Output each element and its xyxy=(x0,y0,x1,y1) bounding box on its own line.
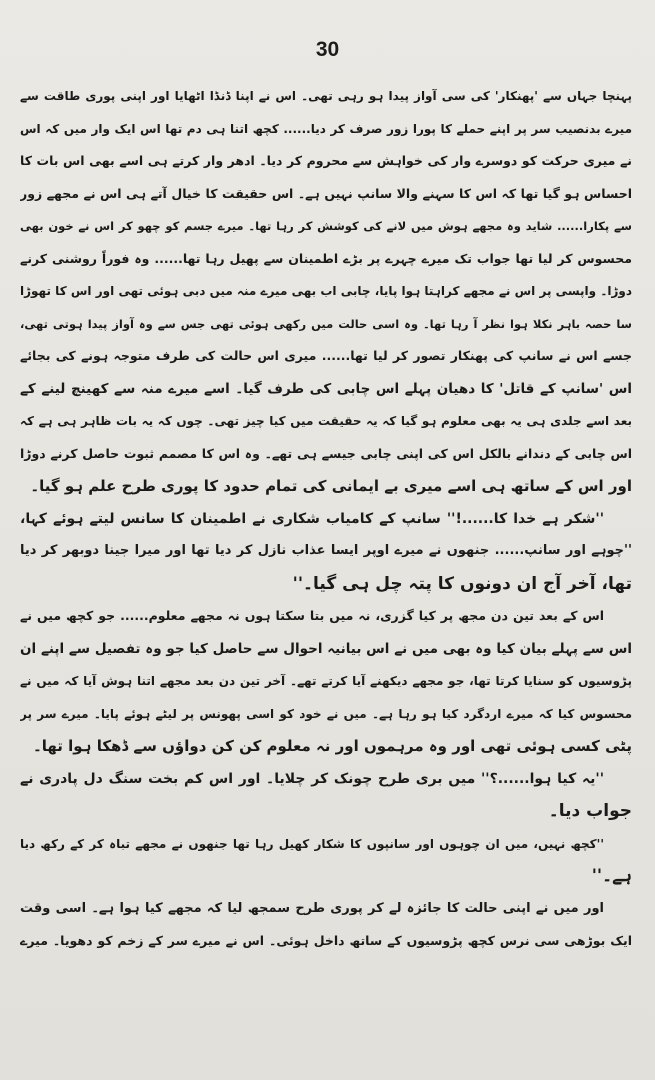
text-line: پڑوسیوں کو سنایا کرتا تھا، جو مجھے دیکھنے آیا کرتے تھے۔ آخر تین دن بعد مجھے اتنا ہوش آیا کہ میں نے xyxy=(20,674,632,688)
text-line: ''یہ کیا ہوا......؟'' میں بری طرح چونک کر چلایا۔ اور اس کم بخت سنگ دل پادری نے xyxy=(20,770,604,787)
text-line: اور میں نے اپنی حالت کا جائزہ لے کر پوری طرح سمجھ لیا کہ مجھے کیا ہوا ہے۔ اسی وقت xyxy=(20,900,604,916)
text-line: ''کچھ نہیں، میں ان چوہوں اور سانپوں کا شکار کھیل رہا تھا جنھوں نے مجھے تباہ کر کے رکھ دیا xyxy=(20,836,604,851)
text-line: پٹی کسی ہوئی تھی اور وہ مرہموں اور نہ معلوم کن کن دواؤں سے ڈھکا ہوا تھا۔ xyxy=(32,737,632,755)
text-line: اس 'سانپ کے قاتل' کا دھیان پہلے اس چابی کی طرف گیا۔ اسے میرے منہ سے کھینچ لینے کے xyxy=(20,380,632,397)
text-line: محسوس کر لیا تھا جواب تک میرے چہرے پر بڑے اطمینان سے پھیل رہا تھا...... وہ فوراً روشنی کرنے xyxy=(20,250,632,266)
text-line: ہے۔'' xyxy=(591,866,632,886)
text-line: سے پکارا...... شاید وہ مجھے ہوش میں لانے کی کوشش کر رہا تھا۔ میرے جسم کو چھو کر اس نے خون بھی xyxy=(20,219,632,233)
text-line: پہنچا جہاں سے 'پھنکار' کی سی آواز پیدا ہو رہی تھی۔ اس نے اپنا ڈنڈا اٹھایا اور اپنی پوری طاقت سے xyxy=(20,89,632,103)
text-line: تھا، آخر آج ان دونوں کا پتہ چل ہی گیا۔'' xyxy=(292,573,632,594)
text-line: بعد اسے جلدی ہی یہ بھی معلوم ہو گیا کہ یہ حقیقت میں کیا چیز تھی۔ چوں کہ یہ بات ظاہر ہی ہے کہ xyxy=(20,414,632,428)
text-line: جسے اس نے سانپ کی پھنکار تصور کر لیا تھا...... میری اس حالت کی طرف متوجہ ہونے کی بجائے xyxy=(20,348,632,363)
text-line: جواب دیا۔ xyxy=(548,801,632,821)
text-line: دوڑا۔ واپسی پر اس نے مجھے کراہتا ہوا پایا، چابی اب بھی میرے منہ میں دبی ہوئی تھی اور اس کا تھوڑا xyxy=(20,284,632,298)
body-text xyxy=(20,80,632,958)
text-line: ایک بوڑھی سی نرس کچھ پڑوسیوں کے ساتھ داخل ہوئی۔ اس نے میرے سر کے زخم کو دھویا۔ میرے xyxy=(20,933,632,948)
page-number: 30 xyxy=(315,38,340,61)
text-line: میرے بدنصیب سر پر اپنے حملے کا پورا زور صرف کر دیا...... کچھ اتنا ہی دم تھا اس ایک وار میں کہ اس xyxy=(20,121,632,136)
text-line: اس چابی کے دندانے بالکل اس کی اپنی چابی جیسے ہی تھے۔ وہ اس کا مصمم ثبوت حاصل کرنے دوڑا xyxy=(20,445,632,461)
text-line: ''چوہے اور سانپ...... جنھوں نے میرے اوپر ایسا عذاب نازل کر دیا تھا اور میرا جینا دوبھر کر دیا xyxy=(20,543,632,558)
text-line: محسوس کیا کہ میرے اردگرد کیا ہو رہا ہے۔ میں نے خود کو اسی پھونس پر لیٹے ہوئے پایا۔ میرے سر پر xyxy=(20,706,632,721)
text-line: ''شکر ہے خدا کا......!'' سانپ کے کامیاب شکاری نے اطمینان کا سانس لیتے ہوئے کہا، xyxy=(20,510,604,527)
text-line: اس سے پہلے بیان کیا وہ بھی میں نے اس بیانیہ احوال سے حاصل کیا جو وہ تفصیل سے اپنے ان xyxy=(20,640,632,657)
text-line: سا حصہ باہر نکلا ہوا نظر آ رہا تھا۔ وہ اسی حالت میں رکھی ہوئی تھی جس سے وہ آواز پیدا ہوتی تھی، xyxy=(20,316,632,331)
text-line: احساس ہو گیا تھا کہ اس کا سہنے والا سانپ نہیں ہے۔ اس حقیقت کا خیال آتے ہی اس نے مجھے زور xyxy=(20,185,632,201)
text-line: اس کے بعد تین دن مجھ پر کیا گزری، نہ میں بتا سکتا ہوں نہ مجھے معلوم...... جو کچھ میں نے xyxy=(20,608,604,623)
text-line: نے میری حرکت کو دوسرے وار کی خواہش سے محروم کر دیا۔ ادھر وار کرتے ہی اسے بھی اس بات کا xyxy=(20,153,632,168)
text-line: اور اس کے ساتھ ہی اسے میری بے ایمانی کی تمام حدود کا پوری طرح علم ہو گیا۔ xyxy=(30,477,632,495)
